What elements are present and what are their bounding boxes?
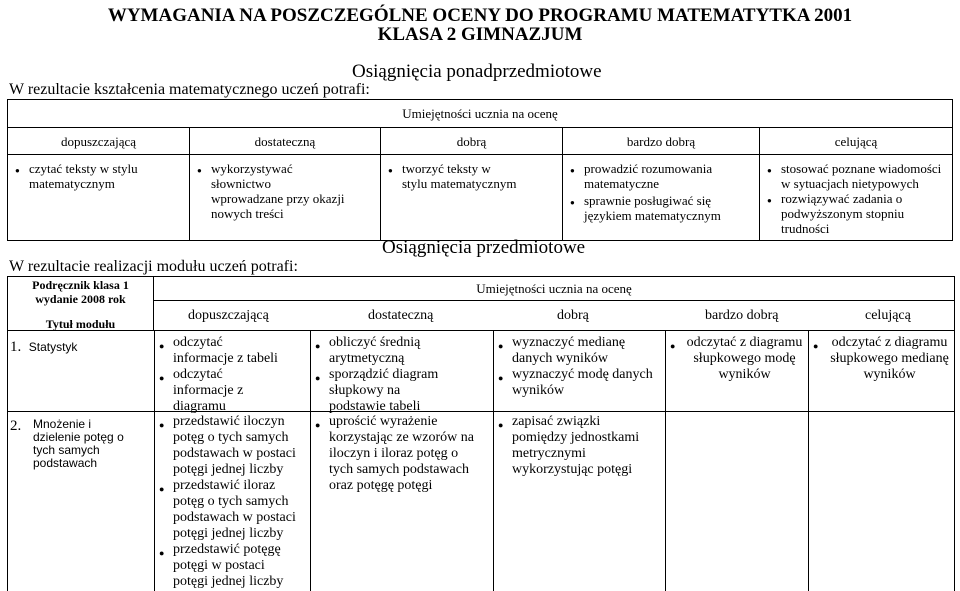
list-item: ● uprościć wyrażenie korzystając ze wzorów na iloczyn i iloraz potęg o tych samych podstawach oraz potęgę potęgi	[312, 414, 490, 494]
list-item: ● odczytać informacje z diagramu	[156, 367, 306, 415]
list-item: ● obliczyć średnią arytmetyczną	[312, 335, 487, 367]
list-item: ● odczytać z diagramu słupkowego medianę wyników	[810, 335, 952, 383]
skill-cell	[8, 155, 190, 241]
list-item: ● rozwiązywać zadania o podwyższonym stopniu trudności	[764, 191, 948, 236]
section2-title: Osiągnięcia przedmiotowe	[382, 237, 586, 258]
grid-line	[310, 331, 311, 591]
grade-header: celującą	[865, 308, 911, 323]
page-subtitle: KLASA 2 GIMNAZJUM	[377, 24, 583, 45]
grade-header: dobrą	[557, 308, 589, 323]
list-item: ● odczytać z diagramu słupkowego modę wyników	[667, 335, 805, 383]
textbook-label: Podręcznik klasa 1	[32, 278, 129, 292]
grade-header: dobrą	[381, 128, 563, 155]
grade-header: dopuszczającą	[188, 308, 269, 323]
skill-cell	[760, 155, 953, 241]
list-item: ● tworzyć teksty w stylu matematycznym	[385, 161, 558, 191]
skill-cell	[381, 155, 563, 241]
grid-line	[7, 331, 8, 591]
grade-header: bardzo dobrą	[563, 128, 760, 155]
section2-lead: W rezultacie realizacji modułu uczeń potrafi:	[9, 258, 298, 275]
list-item: ● odczytać informacje z tabeli	[156, 335, 306, 367]
list-item: ● prowadzić rozumowania matematyczne	[567, 161, 755, 191]
grade-header-row	[154, 300, 955, 331]
grade-header: dopuszczającą	[8, 128, 190, 155]
list-item: ● wyznaczyć modę danych wyników	[495, 367, 660, 399]
list-item: ● sprawnie posługiwać się językiem matematycznym	[567, 193, 755, 223]
skill-cell	[156, 414, 308, 590]
section1-title: Osiągnięcia ponadprzedmiotowe	[352, 61, 602, 82]
list-item: ● sporządzić diagram słupkowy na podstawie tabeli	[312, 367, 487, 415]
list-item: ● wykorzystywać słownictwo wprowadzane przy okazji nowych treści	[194, 161, 376, 221]
textbook-edition: wydanie 2008 rok	[35, 292, 126, 306]
grid-line	[954, 331, 955, 591]
grid-line	[154, 331, 155, 591]
grid-line	[665, 331, 666, 591]
section2-table-header: Umiejętności ucznia na ocenę	[154, 276, 955, 301]
skill-cell	[495, 335, 660, 399]
module-title	[10, 418, 150, 470]
grade-header: bardzo dobrą	[705, 308, 779, 323]
grade-header: dostateczną	[190, 128, 381, 155]
list-item: ● przedstawić potęgę potęgi w postaci potęgi jednej liczby	[156, 542, 308, 590]
grid-line	[493, 331, 494, 591]
module-header-box	[7, 276, 154, 331]
module-number: 2.	[10, 418, 22, 434]
skill-cell	[312, 414, 490, 494]
list-item: ● wyznaczyć medianę danych wyników	[495, 335, 660, 367]
list-item: ● zapisać związki pomiędzy jednostkami metrycznymi wykorzystując potęgi	[495, 414, 663, 478]
list-item: ● przedstawić iloraz potęg o tych samych podstawach w postaci potęgi jednej liczby	[156, 478, 308, 542]
module-title	[10, 339, 77, 356]
skill-cell	[810, 335, 952, 383]
skill-cell	[667, 335, 805, 383]
skill-cell	[563, 155, 760, 241]
list-item: ● czytać teksty w stylu matematycznym	[12, 161, 185, 191]
list-item: ● przedstawić iloczyn potęg o tych samych podstawach w postaci potęgi jednej liczby	[156, 414, 308, 478]
section1-lead: W rezultacie kształcenia matematycznego uczeń potrafi:	[9, 81, 370, 98]
list-item: ● stosować poznane wiadomości w sytuacjach nietypowych	[764, 161, 948, 191]
skill-cell	[495, 414, 663, 478]
grade-header: celującą	[760, 128, 953, 155]
module-name: Statystyk	[28, 340, 78, 354]
skill-cell	[312, 335, 487, 415]
grade-header: dostateczną	[368, 308, 434, 323]
section1-table	[7, 99, 953, 241]
section1-table-header: Umiejętności ucznia na ocenę	[8, 100, 953, 128]
skill-cell	[190, 155, 381, 241]
skill-cell	[156, 335, 306, 415]
module-name: Mnożenie i dzielenie potęg o tych samych podstawach	[33, 417, 124, 470]
module-number: 1.	[10, 339, 22, 355]
page-title: WYMAGANIA NA POSZCZEGÓLNE OCENY DO PROGRAMU MATEMATYTKA 2001	[107, 5, 853, 26]
module-column-header: Tytuł modułu	[45, 317, 116, 331]
grid-line	[808, 331, 809, 591]
